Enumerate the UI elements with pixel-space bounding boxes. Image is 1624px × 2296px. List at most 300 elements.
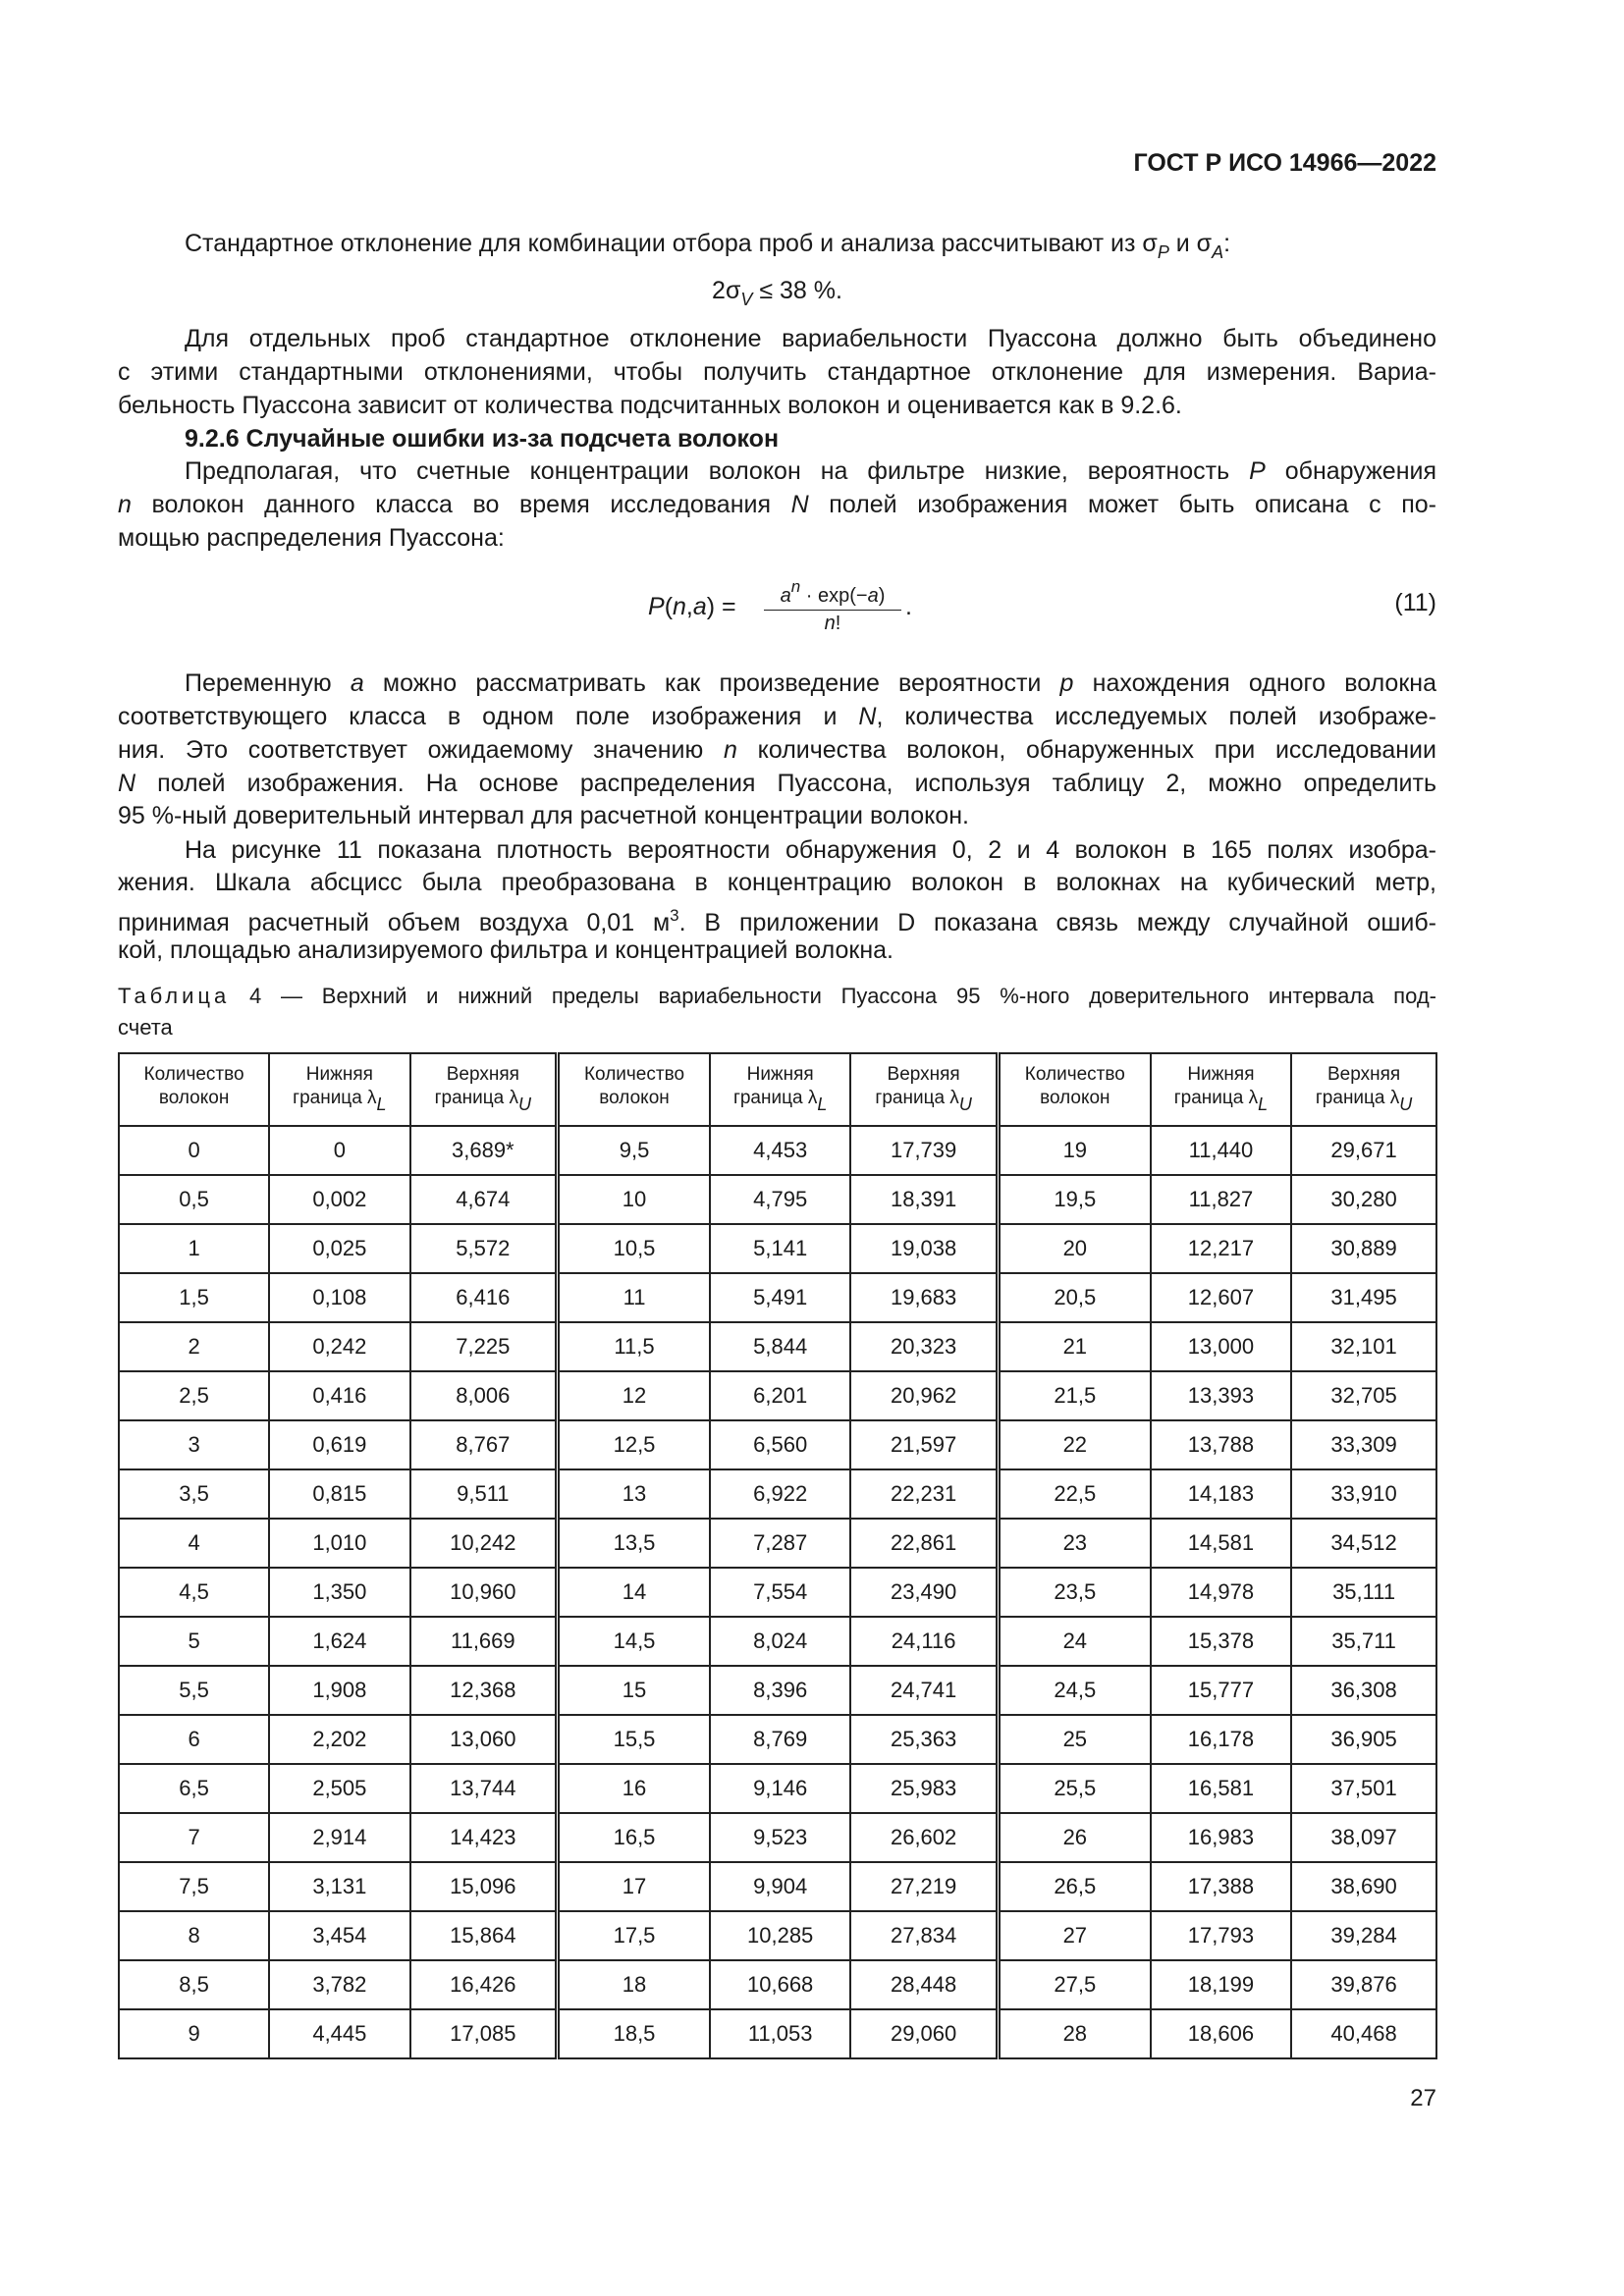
eq-symbol: · exp(− — [800, 585, 868, 607]
table-cell: 1 — [119, 1224, 269, 1273]
text-segment: 3 — [670, 906, 679, 925]
table-row — [119, 1960, 1436, 2009]
text-line — [118, 935, 1436, 965]
text-segment: ≤ 38 %. — [752, 277, 842, 304]
table-cell: 21,597 — [850, 1420, 998, 1469]
table-cell: 25 — [998, 1715, 1150, 1764]
text-segment: Переменную — [185, 669, 351, 697]
eq-symbol: ) — [878, 585, 886, 607]
eq-symbol: = — [715, 593, 736, 620]
table-cell: 4,445 — [269, 2009, 409, 2058]
poisson-limits-table — [118, 1052, 1437, 2059]
table-cell: 27,5 — [998, 1960, 1150, 2009]
text-segment: 4 — Верхний и нижний пределы вариабельности Пуассона 95 %-ного доверительного интервала под- — [230, 984, 1436, 1008]
table-cell: 5,141 — [710, 1224, 850, 1273]
text-segment: N — [858, 703, 877, 730]
header-line: Верхняя — [446, 1064, 519, 1085]
table-cell: 12,217 — [1151, 1224, 1291, 1273]
table-cell: 10,5 — [558, 1224, 710, 1273]
table-cell: 2,202 — [269, 1715, 409, 1764]
eq-symbol: n — [824, 613, 836, 634]
page-number: 27 — [1410, 2085, 1436, 2111]
table-cell: 7,5 — [119, 1862, 269, 1911]
table-cell: 20,962 — [850, 1371, 998, 1420]
text-segment: P — [1249, 457, 1266, 485]
text-segment: . В приложении D показана связь между случайной ошиб- — [678, 909, 1436, 936]
table-cell: 39,284 — [1291, 1911, 1436, 1960]
eq-symbol: ( — [664, 593, 674, 620]
table-cell: 22 — [998, 1420, 1150, 1469]
table-cell: 18,606 — [1151, 2009, 1291, 2058]
table-cell: 10 — [558, 1175, 710, 1224]
column-header — [119, 1053, 269, 1126]
text-segment: принимая расчетный объем воздуха 0,01 м — [118, 909, 671, 936]
table-cell: 7,554 — [710, 1568, 850, 1617]
table-cell: 0,416 — [269, 1371, 409, 1420]
table-cell: 1,350 — [269, 1568, 409, 1617]
table-cell: 3,782 — [269, 1960, 409, 2009]
header-line: Количество — [1024, 1064, 1125, 1085]
header-line: Нижняя — [746, 1064, 814, 1085]
table-cell: 21 — [998, 1322, 1150, 1371]
table-row — [119, 1224, 1436, 1273]
table-cell: 5,5 — [119, 1666, 269, 1715]
table-cell: 8 — [119, 1911, 269, 1960]
table-cell: 38,097 — [1291, 1813, 1436, 1862]
table-row — [119, 2009, 1436, 2058]
table-cell: 22,861 — [850, 1519, 998, 1568]
table-cell: 8,396 — [710, 1666, 850, 1715]
header-line: волокон — [158, 1088, 230, 1108]
table-cell: 11,5 — [558, 1322, 710, 1371]
text-segment: ния. Это соответствует ожидаемому значению — [118, 736, 724, 764]
header-line: волокон — [1040, 1088, 1110, 1108]
column-header — [1151, 1053, 1291, 1126]
table-cell: 3,5 — [119, 1469, 269, 1519]
text-line — [185, 324, 1436, 353]
text-segment: На рисунке 11 показана плотность вероятности обнаружения 0, 2 и 4 волокон в 165 полях изобра- — [185, 836, 1436, 864]
text-segment: N — [118, 770, 136, 797]
table-cell: 37,501 — [1291, 1764, 1436, 1813]
table-cell: 16 — [558, 1764, 710, 1813]
table-row — [119, 1715, 1436, 1764]
text-segment: и σ — [1168, 230, 1213, 257]
eq-symbol: P — [648, 593, 665, 620]
table-cell: 14,423 — [410, 1813, 558, 1862]
table-cell: 17,793 — [1151, 1911, 1291, 1960]
text-segment: a — [350, 669, 364, 697]
table-cell: 19,5 — [998, 1175, 1150, 1224]
equation-fraction — [764, 577, 901, 635]
table-cell: 19 — [998, 1126, 1150, 1175]
text-segment: 9.2.6 Случайные ошибки из-за подсчета волокон — [185, 425, 780, 453]
table-row — [119, 1568, 1436, 1617]
table-cell: 19,683 — [850, 1273, 998, 1322]
table-cell: 31,495 — [1291, 1273, 1436, 1322]
table-cell: 8,767 — [410, 1420, 558, 1469]
table-cell: 16,983 — [1151, 1813, 1291, 1862]
table-cell: 5,844 — [710, 1322, 850, 1371]
table-cell: 17 — [558, 1862, 710, 1911]
text-segment: , количества исследуемых полей изображе- — [876, 703, 1436, 730]
table-cell: 14,183 — [1151, 1469, 1291, 1519]
table-cell: 13,393 — [1151, 1371, 1291, 1420]
header-line: Нижняя — [1187, 1064, 1255, 1085]
table-cell: 24 — [998, 1617, 1150, 1666]
table-cell: 15,096 — [410, 1862, 558, 1911]
table-row — [119, 1911, 1436, 1960]
table-cell: 11,440 — [1151, 1126, 1291, 1175]
text-segment: n — [118, 491, 132, 518]
table-cell: 17,739 — [850, 1126, 998, 1175]
text-line — [118, 523, 1436, 553]
column-header — [269, 1053, 409, 1126]
text-segment: волокон данного класса во время исследования — [131, 491, 791, 518]
table-row — [119, 1813, 1436, 1862]
text-line — [118, 868, 1436, 897]
header-subscript: L — [376, 1095, 387, 1114]
text-line — [185, 229, 1436, 267]
table-cell: 0,242 — [269, 1322, 409, 1371]
table-cell: 9 — [119, 2009, 269, 2058]
table-cell: 10,242 — [410, 1519, 558, 1568]
table-cell: 25,363 — [850, 1715, 998, 1764]
text-line — [185, 456, 1436, 486]
table-cell: 7,287 — [710, 1519, 850, 1568]
table-cell: 13,5 — [558, 1519, 710, 1568]
text-segment: полей изображения может быть описана с по- — [808, 491, 1436, 518]
header-line: Верхняя — [1326, 1064, 1401, 1085]
table-cell: 4 — [119, 1519, 269, 1568]
table-cell: 15,378 — [1151, 1617, 1291, 1666]
table-cell: 9,904 — [710, 1862, 850, 1911]
eq-symbol: ) — [706, 593, 716, 620]
table-cell: 3 — [119, 1420, 269, 1469]
table-cell: 26,602 — [850, 1813, 998, 1862]
text-line — [185, 668, 1436, 698]
table-cell: 10,960 — [410, 1568, 558, 1617]
table-cell: 22,231 — [850, 1469, 998, 1519]
text-segment: полей изображения. На основе распределения Пуассона, используя таблицу 2, можно определить — [135, 770, 1436, 797]
header-line: граница λ — [732, 1088, 818, 1108]
column-header — [850, 1053, 998, 1126]
eq-symbol: . — [905, 593, 912, 620]
table-cell: 29,060 — [850, 2009, 998, 2058]
table-cell: 12 — [558, 1371, 710, 1420]
table-cell: 15,5 — [558, 1715, 710, 1764]
table-cell: 6 — [119, 1715, 269, 1764]
table-cell: 10,285 — [710, 1911, 850, 1960]
column-header — [998, 1053, 1150, 1126]
table-cell: 17,085 — [410, 2009, 558, 2058]
text-segment: мощью распределения Пуассона: — [118, 524, 505, 552]
table-cell: 3,689* — [410, 1126, 558, 1175]
table-cell: 5,572 — [410, 1224, 558, 1273]
table-cell: 27,834 — [850, 1911, 998, 1960]
table-row — [119, 1862, 1436, 1911]
table-row — [119, 1126, 1436, 1175]
table-cell: 9,5 — [558, 1126, 710, 1175]
eq-symbol: , — [685, 593, 693, 620]
text-segment: n — [723, 736, 737, 764]
table-cell: 13 — [558, 1469, 710, 1519]
table-cell: 16,5 — [558, 1813, 710, 1862]
table-cell: 14 — [558, 1568, 710, 1617]
column-header — [558, 1053, 710, 1126]
table-cell: 9,523 — [710, 1813, 850, 1862]
text-line — [118, 391, 1436, 420]
table-cell: 24,5 — [998, 1666, 1150, 1715]
text-line — [118, 357, 1436, 387]
text-line — [118, 276, 1436, 314]
table-cell: 25,983 — [850, 1764, 998, 1813]
table-cell: 18 — [558, 1960, 710, 2009]
table-cell: 33,309 — [1291, 1420, 1436, 1469]
table-cell: 8,024 — [710, 1617, 850, 1666]
table-cell: 36,308 — [1291, 1666, 1436, 1715]
text-line — [118, 801, 1436, 830]
table-cell: 17,5 — [558, 1911, 710, 1960]
header-subscript: U — [1399, 1095, 1413, 1114]
table-cell: 23 — [998, 1519, 1150, 1568]
text-segment: можно рассматривать как произведение вероятности — [363, 669, 1060, 697]
table-cell: 15 — [558, 1666, 710, 1715]
eq-symbol: n — [673, 593, 686, 620]
table-cell: 6,416 — [410, 1273, 558, 1322]
table-cell: 14,581 — [1151, 1519, 1291, 1568]
header-subscript: L — [817, 1095, 828, 1114]
table-cell: 30,280 — [1291, 1175, 1436, 1224]
table-cell: 9,146 — [710, 1764, 850, 1813]
equation-number: (11) — [1394, 589, 1436, 616]
header-subscript: L — [1258, 1095, 1269, 1114]
table-cell: 7,225 — [410, 1322, 558, 1371]
table-cell: 29,671 — [1291, 1126, 1436, 1175]
table-cell: 3,454 — [269, 1911, 409, 1960]
table-cell: 12,607 — [1151, 1273, 1291, 1322]
table-cell: 4,5 — [119, 1568, 269, 1617]
table-cell: 15,777 — [1151, 1666, 1291, 1715]
table-row — [119, 1519, 1436, 1568]
table-cell: 4,674 — [410, 1175, 558, 1224]
table-cell: 36,905 — [1291, 1715, 1436, 1764]
table-cell: 20,323 — [850, 1322, 998, 1371]
table-row — [119, 1420, 1436, 1469]
eq-symbol: a — [867, 585, 879, 607]
table-row — [119, 1666, 1436, 1715]
table-cell: 8,006 — [410, 1371, 558, 1420]
text-segment: : — [1223, 230, 1231, 257]
header-line: граница λ — [1315, 1088, 1400, 1108]
table-cell: 4,453 — [710, 1126, 850, 1175]
text-segment: количества волокон, обнаруженных при исследовании — [736, 736, 1436, 764]
table-row — [119, 1469, 1436, 1519]
table-cell: 6,922 — [710, 1469, 850, 1519]
table-cell: 27,219 — [850, 1862, 998, 1911]
table-cell: 1,624 — [269, 1617, 409, 1666]
section-heading — [185, 424, 1436, 454]
table-cell: 28,448 — [850, 1960, 998, 2009]
table-cell: 16,426 — [410, 1960, 558, 2009]
text-segment: с этими стандартными отклонениями, чтобы получить стандартное отклонение для измерения. Вариа- — [118, 358, 1436, 386]
table-cell: 1,5 — [119, 1273, 269, 1322]
table-cell: 2 — [119, 1322, 269, 1371]
text-segment: кой, площадью анализируемого фильтра и концентрацией волокна. — [118, 936, 893, 964]
text-line — [185, 835, 1436, 865]
table-cell: 0,815 — [269, 1469, 409, 1519]
table-cell: 25,5 — [998, 1764, 1150, 1813]
table-cell: 11,053 — [710, 2009, 850, 2058]
text-segment: бельность Пуассона зависит от количества подсчитанных волокон и оценивается как в 9.2.6. — [118, 392, 1182, 419]
table-cell: 13,788 — [1151, 1420, 1291, 1469]
document-header: ГОСТ Р ИСО 14966—2022 — [1133, 149, 1436, 177]
table-cell: 0,025 — [269, 1224, 409, 1273]
table-row — [119, 1322, 1436, 1371]
header-line: волокон — [599, 1088, 670, 1108]
table-cell: 2,505 — [269, 1764, 409, 1813]
text-line — [118, 735, 1436, 765]
table-cell: 16,581 — [1151, 1764, 1291, 1813]
table-cell: 5,491 — [710, 1273, 850, 1322]
table-cell: 28 — [998, 2009, 1150, 2058]
table-cell: 0 — [269, 1126, 409, 1175]
table-cell: 7 — [119, 1813, 269, 1862]
table-cell: 18,199 — [1151, 1960, 1291, 2009]
text-segment: p — [1059, 669, 1074, 697]
text-segment: N — [790, 491, 809, 518]
equation-numerator — [764, 577, 901, 611]
table-cell: 30,889 — [1291, 1224, 1436, 1273]
table-cell: 19,038 — [850, 1224, 998, 1273]
table-cell: 27 — [998, 1911, 1150, 1960]
header-line: Количество — [143, 1064, 244, 1085]
table-cell: 18,5 — [558, 2009, 710, 2058]
table-cell: 32,705 — [1291, 1371, 1436, 1420]
table-cell: 26 — [998, 1813, 1150, 1862]
table-cell: 24,116 — [850, 1617, 998, 1666]
text-segment: 2σ — [712, 277, 741, 304]
table-cell: 9,511 — [410, 1469, 558, 1519]
table-cell: 16,178 — [1151, 1715, 1291, 1764]
header-subscript: U — [958, 1095, 972, 1114]
column-header — [710, 1053, 850, 1126]
table-cell: 23,5 — [998, 1568, 1150, 1617]
table-row — [119, 1617, 1436, 1666]
table-cell: 12,368 — [410, 1666, 558, 1715]
text-segment: Стандартное отклонение для комбинации отбора проб и анализа рассчитывают из σ — [185, 230, 1158, 257]
table-cell: 4,795 — [710, 1175, 850, 1224]
table-cell: 14,5 — [558, 1617, 710, 1666]
table-cell: 20,5 — [998, 1273, 1150, 1322]
table-cell: 6,560 — [710, 1420, 850, 1469]
table-cell: 32,101 — [1291, 1322, 1436, 1371]
table-cell: 39,876 — [1291, 1960, 1436, 2009]
eq-symbol: a — [692, 593, 707, 620]
table-cell: 35,111 — [1291, 1568, 1436, 1617]
table-cell: 15,864 — [410, 1911, 558, 1960]
table-cell: 14,978 — [1151, 1568, 1291, 1617]
table-cell: 1,908 — [269, 1666, 409, 1715]
header-line: граница λ — [1173, 1088, 1259, 1108]
table-row — [119, 1175, 1436, 1224]
header-line: Нижняя — [305, 1064, 373, 1085]
table-cell: 23,490 — [850, 1568, 998, 1617]
equation-lhs — [648, 593, 736, 621]
table-cell: 3,131 — [269, 1862, 409, 1911]
table-caption-line — [118, 1013, 1436, 1042]
table-cell: 12,5 — [558, 1420, 710, 1469]
table-cell: 13,000 — [1151, 1322, 1291, 1371]
table-cell: 8,5 — [119, 1960, 269, 2009]
table-cell: 2,5 — [119, 1371, 269, 1420]
table-cell: 13,060 — [410, 1715, 558, 1764]
table-cell: 8,769 — [710, 1715, 850, 1764]
table-cell: 40,468 — [1291, 2009, 1436, 2058]
text-segment: счета — [118, 1015, 173, 1040]
table-cell: 1,010 — [269, 1519, 409, 1568]
text-segment: жения. Шкала абсцисс была преобразована в концентрацию волокон в волокнах на кубический метр, — [118, 869, 1436, 896]
table-cell: 38,690 — [1291, 1862, 1436, 1911]
table-cell: 24,741 — [850, 1666, 998, 1715]
table-caption-line — [118, 982, 1436, 1011]
table-cell: 0,002 — [269, 1175, 409, 1224]
text-segment: 95 %-ный доверительный интервал для расчетной концентрации волокон. — [118, 802, 969, 829]
text-segment: Таблица — [118, 984, 231, 1008]
table-row — [119, 1371, 1436, 1420]
table-cell: 0 — [119, 1126, 269, 1175]
table-cell: 26,5 — [998, 1862, 1150, 1911]
table-row — [119, 1764, 1436, 1813]
table-cell: 11 — [558, 1273, 710, 1322]
table-cell: 6,5 — [119, 1764, 269, 1813]
table-cell: 0,5 — [119, 1175, 269, 1224]
text-segment: A — [1212, 242, 1224, 262]
text-segment: P — [1157, 242, 1169, 262]
table-cell: 11,669 — [410, 1617, 558, 1666]
table-cell: 33,910 — [1291, 1469, 1436, 1519]
table-cell: 18,391 — [850, 1175, 998, 1224]
text-segment: Для отдельных проб стандартное отклонение вариабельности Пуассона должно быть объединено — [185, 325, 1436, 352]
table-cell: 13,744 — [410, 1764, 558, 1813]
header-line: Верхняя — [887, 1064, 960, 1085]
table-header-row — [119, 1053, 1436, 1126]
text-line — [118, 901, 1436, 937]
table-cell: 22,5 — [998, 1469, 1150, 1519]
text-segment: Предполагая, что счетные концентрации волокон на фильтре низкие, вероятность — [185, 457, 1250, 485]
table-cell: 10,668 — [710, 1960, 850, 2009]
eq-symbol: ! — [835, 613, 841, 634]
text-segment: соответствующего класса в одном поле изображения и — [118, 703, 859, 730]
equation-denominator — [764, 611, 901, 635]
table-cell: 0,108 — [269, 1273, 409, 1322]
table-cell: 2,914 — [269, 1813, 409, 1862]
text-line — [118, 702, 1436, 731]
header-line: граница λ — [293, 1088, 377, 1108]
header-subscript: U — [518, 1095, 532, 1114]
column-header — [1291, 1053, 1436, 1126]
text-line — [118, 490, 1436, 519]
header-line: граница λ — [875, 1088, 959, 1108]
table-cell: 0,619 — [269, 1420, 409, 1469]
eq-symbol: n — [790, 577, 801, 596]
table-cell: 6,201 — [710, 1371, 850, 1420]
column-header — [410, 1053, 558, 1126]
header-line: граница λ — [434, 1088, 519, 1108]
eq-symbol: a — [780, 585, 791, 607]
table-cell: 20 — [998, 1224, 1150, 1273]
text-line — [118, 769, 1436, 798]
text-segment: обнаружения — [1265, 457, 1437, 485]
